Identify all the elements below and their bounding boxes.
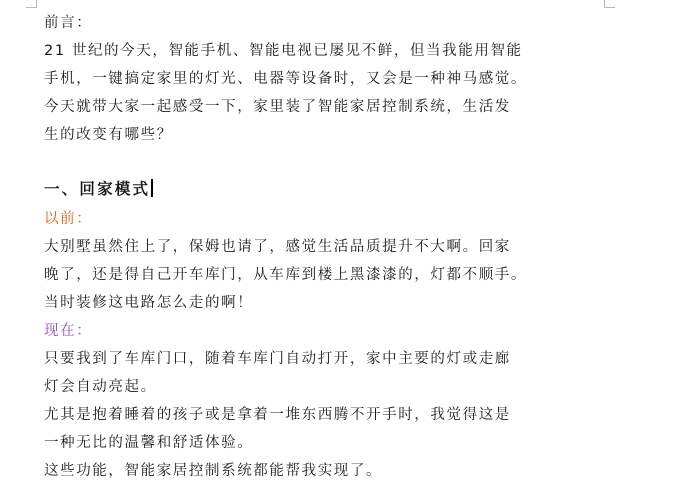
now-line: 尤其是抱着睡着的孩子或是拿着一堆东西腾不开手时，我觉得这是 bbox=[44, 407, 511, 423]
preface-line: 21 世纪的今天，智能手机、智能电视已屡见不鲜，但当我能用智能 bbox=[44, 43, 523, 59]
text-cursor bbox=[151, 179, 153, 197]
section-heading bbox=[44, 179, 153, 199]
preface-line: 手机，一键搞定家里的灯光、电器等设备时，又会是一种神马感觉。 bbox=[44, 71, 527, 87]
before-line: 当时装修这电路怎么走的啊！ bbox=[44, 295, 254, 311]
preface-label: 前言： bbox=[44, 15, 93, 31]
now-line: 一种无比的温馨和舒适体验。 bbox=[44, 435, 254, 451]
preface-line: 生的改变有哪些？ bbox=[44, 127, 173, 143]
page-corner-mark-left bbox=[36, 0, 37, 8]
before-label: 以前： bbox=[44, 211, 93, 227]
now-line: 这些功能，智能家居控制系统都能帮我实现了。 bbox=[44, 463, 383, 479]
before-line: 大别墅虽然住上了，保姆也请了，感觉生活品质提升不大啊。回家 bbox=[44, 239, 511, 255]
page-corner-mark-right-h bbox=[605, 7, 615, 8]
section-heading-text: 一、回家模式 bbox=[44, 180, 151, 198]
now-line: 只要我到了车库门口，随着车库门自动打开，家中主要的灯或走廊 bbox=[44, 351, 511, 367]
preface-line: 今天就带大家一起感受一下，家里装了智能家居控制系统，生活发 bbox=[44, 99, 511, 115]
page-corner-mark-left-h bbox=[26, 7, 36, 8]
now-label: 现在： bbox=[44, 323, 93, 339]
before-line: 晚了，还是得自己开车库门，从车库到楼上黑漆漆的，灯都不顺手。 bbox=[44, 267, 527, 283]
now-line: 灯会自动亮起。 bbox=[44, 379, 157, 395]
